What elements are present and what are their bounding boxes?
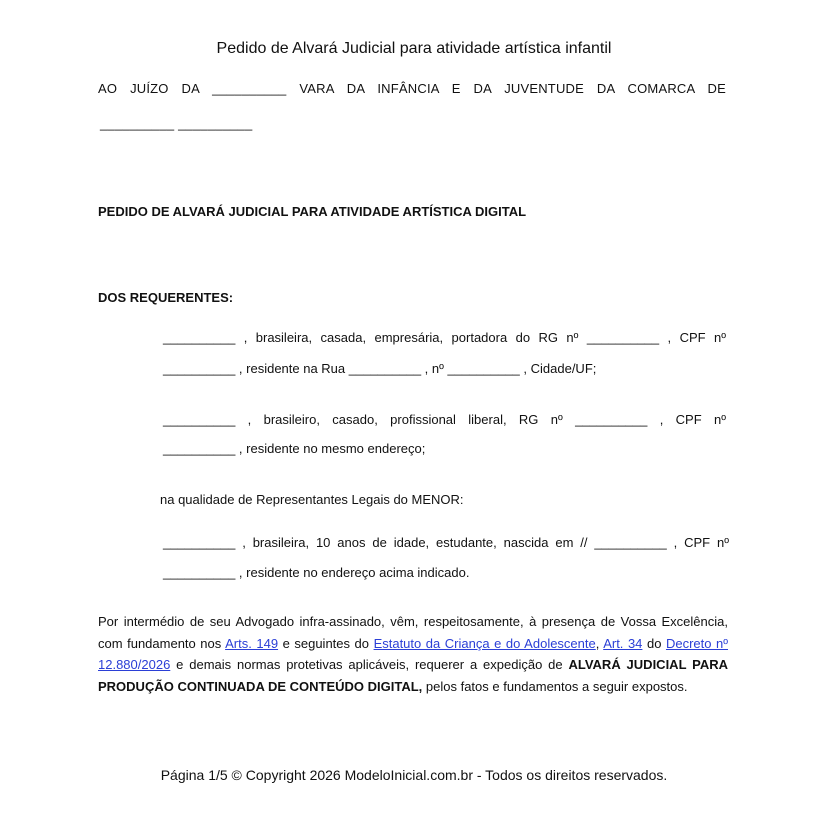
addressee-line-2: __________ __________ bbox=[100, 116, 253, 131]
requerente-1-line-2: __________ , residente na Rua __________ , nº __________ , Cidade/UF; bbox=[163, 361, 597, 376]
section-heading-requerentes: DOS REQUERENTES: bbox=[98, 290, 234, 305]
link-arts-149[interactable]: Arts. 149 bbox=[225, 635, 279, 651]
requerente-2-line-2: __________ , residente no mesmo endereço; bbox=[163, 441, 426, 456]
body-text: do bbox=[642, 635, 666, 651]
body-text: pelos fatos e fundamentos a seguir expostos. bbox=[422, 678, 688, 694]
body-text: , bbox=[595, 635, 604, 651]
menor-line-1: __________ , brasileira, 10 anos de idade, estudante, nascida em // __________ , CPF nº bbox=[163, 535, 729, 550]
body-text: Por intermédio de seu Advogado infra-assinado, vêm, respeitosamente, à presença de Vossa Excelência, com fundamento nos bbox=[98, 614, 728, 651]
menor-line-2: __________ , residente no endereço acima indicado. bbox=[163, 565, 470, 580]
alvara-emphasis: ALVARÁ JUDICIAL PARA PRODUÇÃO CONTINUADA DE CONTEÚDO DIGITAL, bbox=[98, 657, 728, 694]
requerente-1-line-1: __________ , brasileira, casada, empresária, portadora do RG nº __________ , CPF nº bbox=[163, 330, 726, 345]
link-art-34[interactable]: Art. 34 bbox=[603, 635, 643, 651]
link-decreto-12880-2026[interactable]: Decreto nº 12.880/2026 bbox=[98, 635, 729, 672]
requerente-2-line-1: __________ , brasileiro, casado, profissional liberal, RG nº __________ , CPF nº bbox=[163, 412, 726, 427]
document-title: PEDIDO DE ALVARÁ JUDICIAL PARA ATIVIDADE ARTÍSTICA DIGITAL bbox=[98, 204, 527, 219]
body-paragraph bbox=[98, 611, 728, 697]
representantes-qualidade: na qualidade de Representantes Legais do MENOR: bbox=[160, 492, 464, 507]
body-text: e demais normas protetivas aplicáveis, requerer a expedição de bbox=[170, 657, 569, 672]
link-estatuto-crianca-adolescente[interactable]: Estatuto da Criança e do Adolescente bbox=[373, 635, 596, 651]
body-text: e seguintes do bbox=[278, 635, 374, 651]
page-header-title: Pedido de Alvará Judicial para atividade artística infantil bbox=[216, 40, 612, 57]
addressee-line-1: AO JUÍZO DA __________ VARA DA INFÂNCIA E DA JUVENTUDE DA COMARCA DE bbox=[98, 81, 726, 96]
page-footer: Página 1/5 © Copyright 2026 ModeloInicial.com.br - Todos os direitos reservados. bbox=[160, 767, 668, 783]
